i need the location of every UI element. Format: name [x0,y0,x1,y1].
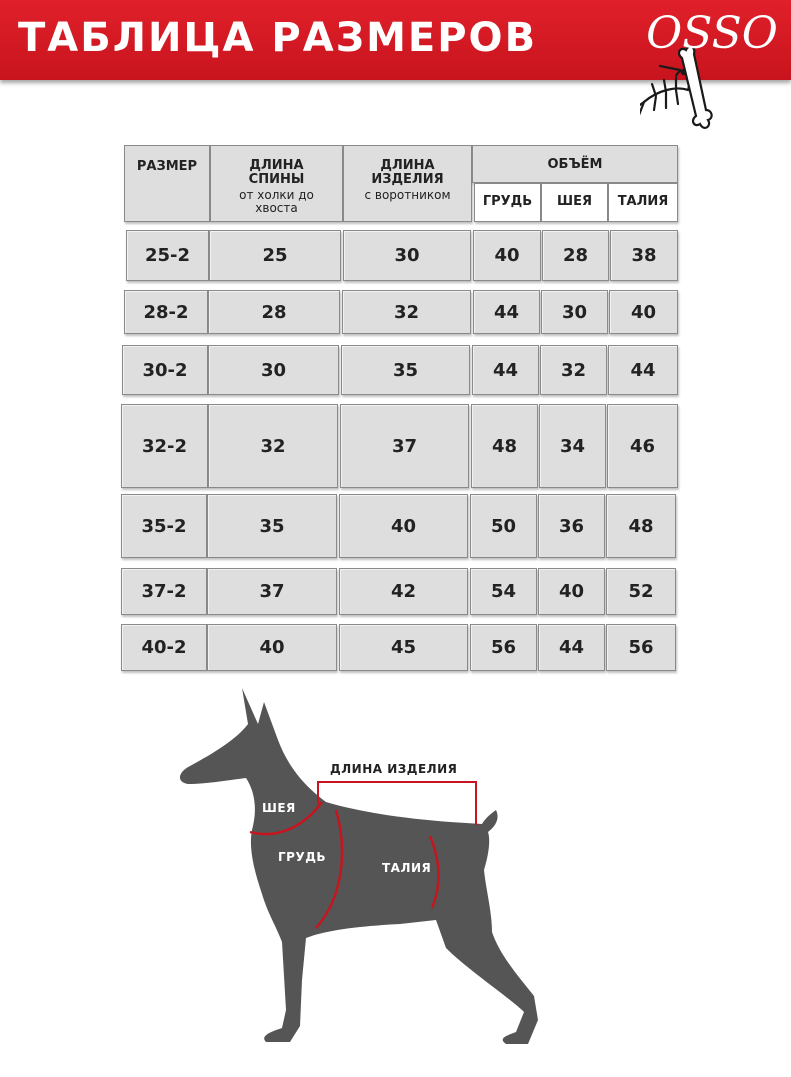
table-row-5-waist: 48 [606,494,676,558]
table-row-1-item: 30 [343,230,471,281]
table-row-5-size: 35-2 [121,494,207,558]
table-row-1-neck: 28 [542,230,609,281]
header-chest-label: ГРУДЬ [482,194,533,209]
header-item-length-subtitle: с воротником [364,188,451,202]
fish-bone-icon [640,66,689,128]
table-row-2-neck: 30 [541,290,608,334]
header-item-length [343,145,472,222]
table-row-1-chest: 40 [473,230,541,281]
table-row-1-back: 25 [209,230,341,281]
table-row-5-back: 35 [207,494,337,558]
table-row-6-item: 42 [339,568,468,615]
table-row-6-back: 37 [207,568,337,615]
table-row-3-size: 30-2 [122,345,208,395]
table-row-1-waist: 38 [610,230,678,281]
table-row-2-item: 32 [342,290,471,334]
header-size [124,145,210,222]
table-row-4-chest: 48 [471,404,538,488]
header-waist [608,183,678,222]
table-row-3-back: 30 [208,345,339,395]
table-row-7-size: 40-2 [121,624,207,671]
diagram-label-waist: ТАЛИЯ [382,861,432,875]
table-row-2-chest: 44 [473,290,540,334]
table-row-7-neck: 44 [538,624,605,671]
logo-text: OSSO [646,8,778,59]
header-back-length-title: ДЛИНА СПИНЫ [248,158,305,187]
header-chest [474,183,541,222]
table-row-4-item: 37 [340,404,469,488]
diagram-label-item-length: ДЛИНА ИЗДЕЛИЯ [330,762,458,776]
header-back-length-subtitle: от холки до хвоста [239,188,314,215]
diagram-label-neck: ШЕЯ [262,801,296,815]
table-row-7-back: 40 [207,624,337,671]
header-item-length-title: ДЛИНА ИЗДЕЛИЯ [371,158,444,187]
header-volume [472,145,678,183]
table-row-5-item: 40 [339,494,468,558]
table-row-7-chest: 56 [470,624,537,671]
header-neck [541,183,608,222]
table-row-5-chest: 50 [470,494,537,558]
dog-measurement-diagram [150,680,650,1072]
table-row-6-waist: 52 [606,568,676,615]
header-neck-label: ШЕЯ [557,194,592,209]
table-row-2-back: 28 [208,290,340,334]
table-row-2-waist: 40 [609,290,678,334]
table-row-5-neck: 36 [538,494,605,558]
header-back-length [210,145,343,222]
table-row-7-item: 45 [339,624,468,671]
table-row-3-waist: 44 [608,345,678,395]
table-row-6-size: 37-2 [121,568,207,615]
dog-silhouette-icon [150,680,650,1072]
header-waist-label: ТАЛИЯ [617,194,669,209]
table-row-3-item: 35 [341,345,470,395]
table-row-7-waist: 56 [606,624,676,671]
header-size-label: РАЗМЕР [136,159,198,174]
table-row-6-neck: 40 [538,568,605,615]
table-row-4-size: 32-2 [121,404,208,488]
table-row-6-chest: 54 [470,568,537,615]
page-title: ТАБЛИЦА РАЗМЕРОВ [18,15,538,61]
table-row-1-size: 25-2 [126,230,209,281]
table-row-4-neck: 34 [539,404,606,488]
table-row-3-neck: 32 [540,345,607,395]
diagram-label-chest: ГРУДЬ [278,850,327,864]
table-row-4-back: 32 [208,404,338,488]
table-row-4-waist: 46 [607,404,678,488]
header-volume-label: ОБЪЁМ [547,157,603,172]
table-row-3-chest: 44 [472,345,539,395]
table-row-2-size: 28-2 [124,290,208,334]
